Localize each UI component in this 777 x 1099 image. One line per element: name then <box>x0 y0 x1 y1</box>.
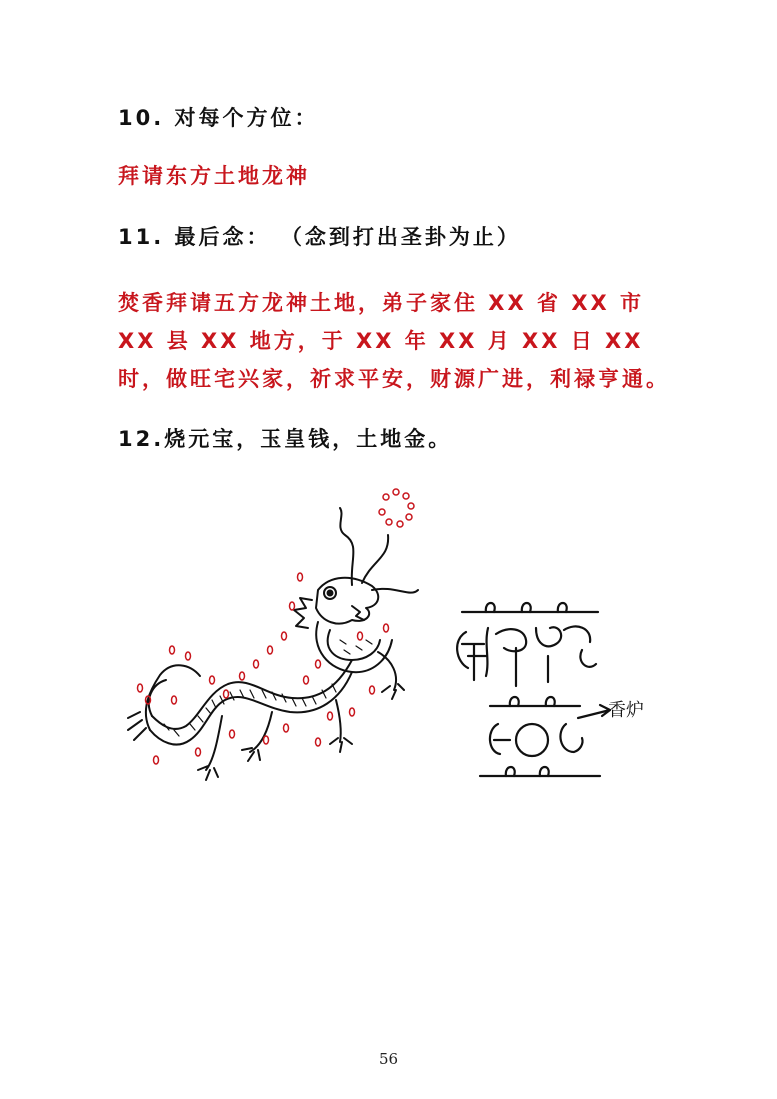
pearl-icon <box>379 489 414 527</box>
step-12-heading: 12.烧元宝，玉皇钱，土地金。 <box>118 427 453 451</box>
step-10-heading <box>118 102 319 132</box>
invocation-text: 拜请东方土地龙神 <box>118 164 310 188</box>
incense-burner-circle <box>516 724 548 756</box>
step-10-text: 对每个方位： <box>174 106 319 130</box>
dragon-icon <box>128 489 418 780</box>
step-11-note: （念到打出圣卦为止） <box>280 225 521 249</box>
altar-diagram-icon <box>457 603 610 776</box>
flame-dots <box>138 573 389 764</box>
step-11-heading <box>118 221 521 251</box>
step-11-text: 最后念： <box>174 225 271 249</box>
step-10-number: 10. <box>118 106 165 130</box>
step-11-number: 11. <box>118 225 165 249</box>
prayer-text: 焚香拜请五方龙神土地，弟子家住 XX 省 XX 市 XX 县 XX 地方，于 XX 年 XX 月 XX 日 XX 时，做旺宅兴家，祈求平安，财源广进，利禄亨通。 <box>118 291 670 391</box>
page-number: 56 <box>378 1050 399 1068</box>
incense-burner-label: 香炉 <box>608 700 644 721</box>
